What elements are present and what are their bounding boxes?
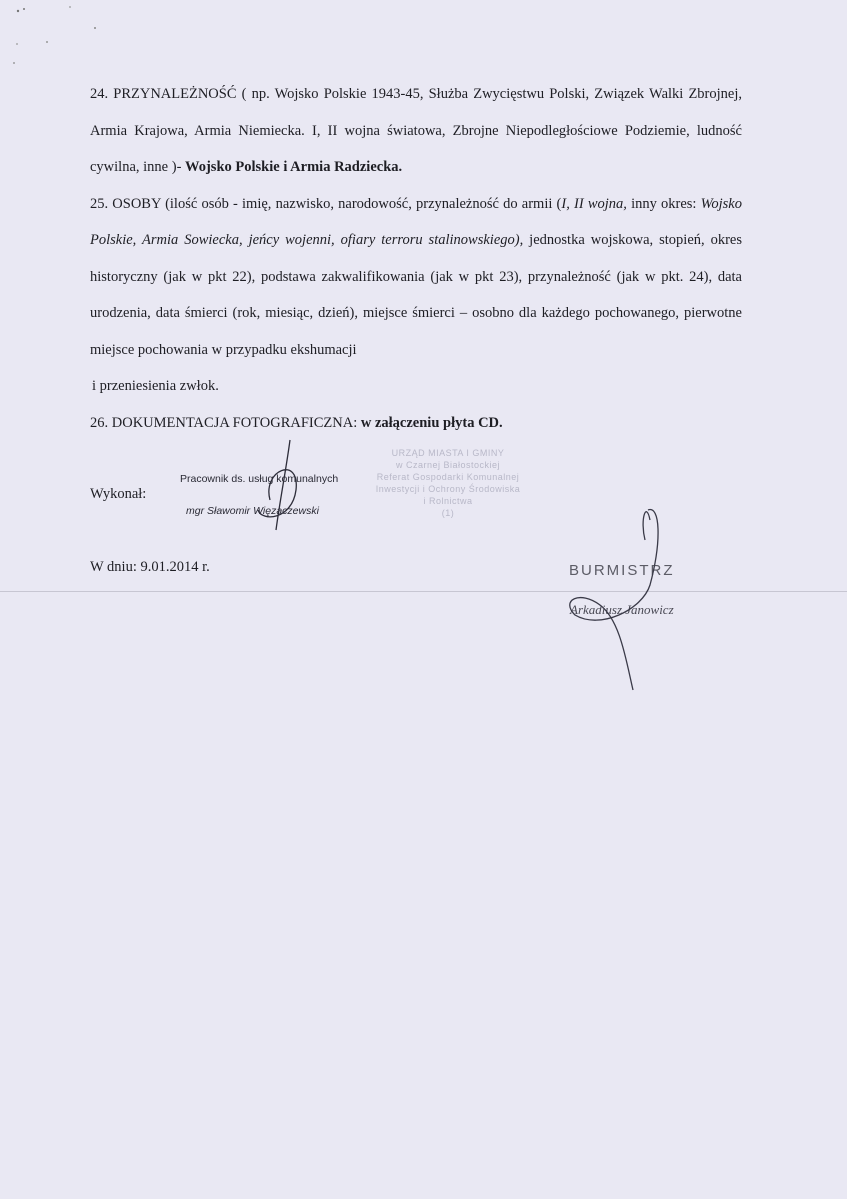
section-25 — [90, 186, 742, 369]
section-26-answer: w załączeniu płyta CD. — [360, 414, 503, 431]
office-stamp-line-5: i Rolnictwa — [423, 496, 473, 506]
section-26-lead: 26. DOKUMENTACJA FOTOGRAFICZNA: — [90, 414, 358, 431]
office-stamp-line-6: (1) — [441, 508, 455, 518]
document-body — [90, 76, 742, 441]
section-24-lead: 24. PRZYNALEŻNOŚĆ ( np. Wojsko Polskie 1943-45, Służba Zwycięstwu Polski, Związek Walki Zbrojnej, Armia Krajowa, Armia Niemiecka. I, II wojna światowa, Zbrojne Niepodległościowe Podziemie, ludność cywilna, inne )- — [90, 86, 742, 175]
office-stamp-line-1: URZĄD MIASTA I GMINY — [391, 448, 505, 458]
worker-name: mgr Sławomir Więzaczewski — [186, 505, 319, 517]
section-25-part3: jednostka wojskowa, stopień, okres historyczny (jak w pkt 22), podstawa zakwalifikowania (jak w pkt 23), przynależność (jak w pkt. 24), data urodzenia, data śmierci (rok, miesiąc, dzień), miejsce śmierci – osobno dla każdego pochowanego, pierwotne miejsce pochowania w przypadku ekshumacji — [90, 232, 743, 358]
mayor-name: Arkadiusz Janowicz — [570, 602, 674, 617]
section-24-answer: Wojsko Polskie i Armia Radziecka. — [185, 159, 403, 175]
scan-specks — [0, 0, 120, 85]
section-24 — [90, 76, 742, 186]
page-divider — [0, 591, 847, 592]
date-line: W dniu: 9.01.2014 r. — [90, 559, 210, 575]
wykonal-label: Wykonał: — [90, 486, 147, 502]
section-25-italic2: Wojsko Polskie, Armia Sowiecka, jeńcy wojenni, ofiary terroru stalinowskiego), — [90, 195, 742, 248]
section-26 — [90, 405, 742, 442]
section-25-part1: 25. OSOBY (ilość osób - imię, nazwisko, narodowość, przynależność do armii ( — [90, 195, 562, 212]
worker-stamp — [180, 473, 340, 517]
office-stamp-line-3: Referat Gospodarki Komunalnej — [376, 472, 520, 482]
section-25-last-line: i przeniesienia zwłok. — [92, 378, 219, 394]
office-stamp-line-2: w Czarnej Białostockiej — [395, 460, 501, 470]
section-25-part2: inny okres: — [626, 195, 701, 212]
worker-title: Pracownik ds. usług komunalnych — [180, 473, 339, 485]
mayor-title: BURMISTRZ — [569, 562, 675, 579]
office-stamp-line-4: Inwestycji i Ochrony Środowiska — [375, 484, 521, 494]
office-stamp — [368, 447, 528, 519]
section-25-italic1: I, II wojna, — [561, 195, 627, 212]
mayor-signature — [570, 510, 658, 690]
